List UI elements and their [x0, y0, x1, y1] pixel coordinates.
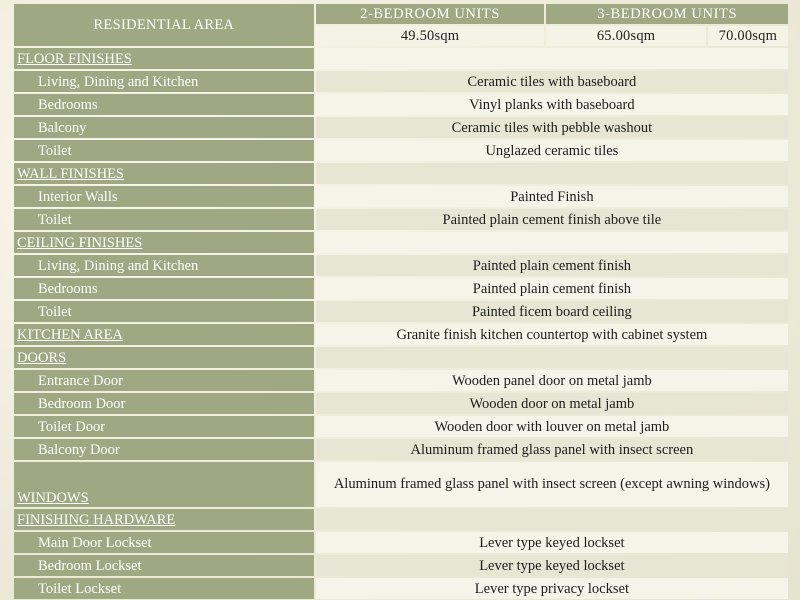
unit-area-cell: 49.50sqm: [316, 26, 545, 46]
specification-value: Granite finish kitchen countertop with cabinet system: [316, 324, 788, 345]
specification-value: Wooden panel door on metal jamb: [316, 370, 788, 391]
specification-value: Aluminum framed glass panel with insect screen (except awning windows): [316, 462, 788, 507]
specification-value: [316, 347, 788, 368]
table-row: [14, 555, 788, 576]
unit-area-cell: 70.00sqm: [708, 26, 788, 46]
item-label: Toilet: [14, 301, 314, 322]
table-row: [14, 209, 788, 230]
specification-value: Lever type privacy lockset: [316, 578, 788, 599]
specification-value: Wooden door with louver on metal jamb: [316, 416, 788, 437]
specification-value: [316, 509, 788, 530]
unit-area-cell: 65.00sqm: [546, 26, 705, 46]
table-row: [14, 94, 788, 115]
specification-value: Lever type keyed lockset: [316, 532, 788, 553]
table-row: [14, 439, 788, 460]
specifications-body: [14, 48, 788, 599]
category-label: FINISHING HARDWARE: [14, 509, 314, 530]
table-row: [14, 509, 788, 530]
specification-value: Painted Finish: [316, 186, 788, 207]
item-label: Entrance Door: [14, 370, 314, 391]
item-label: Living, Dining and Kitchen: [14, 255, 314, 276]
specification-value: Aluminum framed glass panel with insect screen: [316, 439, 788, 460]
specification-value: [316, 163, 788, 184]
item-label: Bedrooms: [14, 94, 314, 115]
specification-value: Ceramic tiles with baseboard: [316, 71, 788, 92]
item-label: Toilet: [14, 140, 314, 161]
item-label: Bedrooms: [14, 278, 314, 299]
specification-value: Vinyl planks with baseboard: [316, 94, 788, 115]
table-row: [14, 232, 788, 253]
category-label: CEILING FINISHES: [14, 232, 314, 253]
table-row: [14, 48, 788, 69]
table-row: [14, 71, 788, 92]
table-row: [14, 255, 788, 276]
table-row: [14, 393, 788, 414]
category-label: FLOOR FINISHES: [14, 48, 314, 69]
two-bedroom-units-header: 2-BEDROOM UNITS: [316, 4, 545, 24]
category-label: KITCHEN AREA: [14, 324, 314, 345]
item-label: Bedroom Lockset: [14, 555, 314, 576]
table-row: [14, 578, 788, 599]
specification-value: Painted plain cement finish: [316, 255, 788, 276]
residential-area-header: RESIDENTIAL AREA: [14, 4, 314, 46]
specification-value: Unglazed ceramic tiles: [316, 140, 788, 161]
table-row: [14, 163, 788, 184]
item-label: Interior Walls: [14, 186, 314, 207]
table-row: [14, 278, 788, 299]
item-label: Bedroom Door: [14, 393, 314, 414]
item-label: Main Door Lockset: [14, 532, 314, 553]
table-row: [14, 370, 788, 391]
table-row: [14, 416, 788, 437]
specifications-table: [12, 2, 790, 600]
item-label: Toilet Lockset: [14, 578, 314, 599]
specification-value: [316, 232, 788, 253]
category-label: WALL FINISHES: [14, 163, 314, 184]
table-row: [14, 301, 788, 322]
specification-value: Lever type keyed lockset: [316, 555, 788, 576]
specification-value: Painted plain cement finish: [316, 278, 788, 299]
specification-value: Painted plain cement finish above tile: [316, 209, 788, 230]
table-row: [14, 462, 788, 507]
specification-value: Painted ficem board ceiling: [316, 301, 788, 322]
item-label: Toilet Door: [14, 416, 314, 437]
table-row: [14, 186, 788, 207]
item-label: Balcony Door: [14, 439, 314, 460]
table-row: [14, 117, 788, 138]
item-label: Living, Dining and Kitchen: [14, 71, 314, 92]
table-row: [14, 140, 788, 161]
specification-value: Ceramic tiles with pebble washout: [316, 117, 788, 138]
specification-value: Wooden door on metal jamb: [316, 393, 788, 414]
category-label: DOORS: [14, 347, 314, 368]
table-row: [14, 324, 788, 345]
item-label: Toilet: [14, 209, 314, 230]
specification-value: [316, 48, 788, 69]
table-row: [14, 347, 788, 368]
item-label: Balcony: [14, 117, 314, 138]
three-bedroom-units-header: 3-BEDROOM UNITS: [546, 4, 788, 24]
category-label: WINDOWS: [14, 462, 314, 507]
table-row: [14, 532, 788, 553]
